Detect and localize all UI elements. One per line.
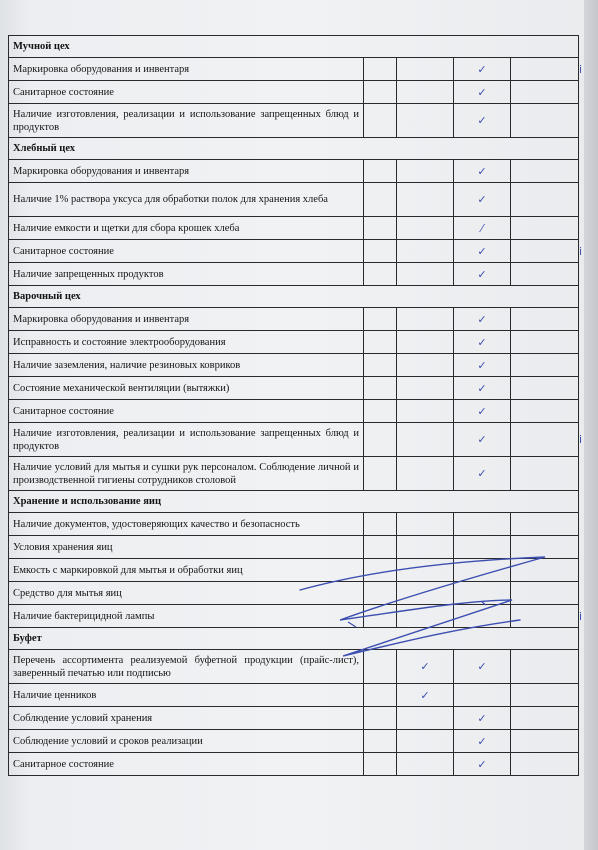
empty-cell [511, 582, 579, 605]
check-mark-cell: ✓ [454, 423, 511, 457]
table-row [9, 217, 579, 240]
empty-cell [364, 423, 397, 457]
criterion-text: Санитарное состояние [9, 753, 364, 776]
check-mark-cell: ✓ [454, 377, 511, 400]
criterion-text: Соблюдение условий хранения [9, 707, 364, 730]
empty-cell [364, 240, 397, 263]
empty-cell [397, 58, 454, 81]
criterion-text: Наличие изготовления, реализации и использование запрещенных блюд и продуктов [9, 423, 364, 457]
table-row [9, 183, 579, 217]
empty-cell [454, 605, 511, 628]
check-mark-cell: ✓ [397, 650, 454, 684]
empty-cell [364, 400, 397, 423]
empty-cell [397, 104, 454, 138]
check-mark-cell: ✓ [454, 400, 511, 423]
criterion-text: Наличие заземления, наличие резиновых ковриков [9, 354, 364, 377]
check-mark-cell: ✓ [454, 308, 511, 331]
empty-cell [511, 331, 579, 354]
empty-cell [364, 730, 397, 753]
table-row [9, 263, 579, 286]
check-mark-cell: ✓ [454, 240, 511, 263]
table-row [9, 582, 579, 605]
criterion-text: Санитарное состояние [9, 81, 364, 104]
section-header [9, 138, 579, 160]
empty-cell [511, 753, 579, 776]
check-mark-cell: ✓ [454, 730, 511, 753]
empty-cell [397, 513, 454, 536]
empty-cell [454, 582, 511, 605]
table-row [9, 650, 579, 684]
empty-cell [364, 605, 397, 628]
empty-cell [511, 160, 579, 183]
criterion-text: Емкость с маркировкой для мытья и обработки яиц [9, 559, 364, 582]
empty-cell [397, 559, 454, 582]
criterion-text: Санитарное состояние [9, 400, 364, 423]
empty-cell [511, 183, 579, 217]
empty-cell [511, 707, 579, 730]
table-row [9, 559, 579, 582]
section-title: Мучной цех [9, 36, 579, 58]
empty-cell [454, 684, 511, 707]
empty-cell [364, 217, 397, 240]
empty-cell [397, 240, 454, 263]
empty-cell [511, 650, 579, 684]
empty-cell [364, 559, 397, 582]
empty-cell [364, 354, 397, 377]
criterion-text: Наличие документов, удостоверяющих качество и безопасность [9, 513, 364, 536]
check-mark-cell: ✓ [454, 263, 511, 286]
empty-cell [397, 183, 454, 217]
empty-cell [511, 240, 579, 263]
empty-cell [454, 536, 511, 559]
empty-cell [511, 536, 579, 559]
empty-cell [397, 582, 454, 605]
check-mark-cell: ✓ [454, 707, 511, 730]
check-mark-cell: ✓ [454, 104, 511, 138]
table-row [9, 730, 579, 753]
inspection-checklist-table [8, 35, 579, 776]
criterion-text: Маркировка оборудования и инвентаря [9, 160, 364, 183]
section-title: Варочный цех [9, 286, 579, 308]
empty-cell [364, 81, 397, 104]
empty-cell [364, 104, 397, 138]
criterion-text: Средство для мытья яиц [9, 582, 364, 605]
empty-cell [454, 513, 511, 536]
empty-cell [364, 377, 397, 400]
empty-cell [364, 513, 397, 536]
empty-cell [364, 160, 397, 183]
table-row [9, 684, 579, 707]
empty-cell [364, 684, 397, 707]
check-mark-cell: ✓ [454, 58, 511, 81]
table-row [9, 308, 579, 331]
empty-cell [364, 183, 397, 217]
empty-cell [511, 58, 579, 81]
check-mark-cell: ✓ [454, 81, 511, 104]
criterion-text: Перечень ассортимента реализуемой буфетной продукции (прайс-лист), заверенный печатью или подписью [9, 650, 364, 684]
table-row [9, 160, 579, 183]
empty-cell [511, 354, 579, 377]
criterion-text: Наличие изготовления, реализации и использование запрещенных блюд и продуктов [9, 104, 364, 138]
criterion-text: Маркировка оборудования и инвентаря [9, 58, 364, 81]
check-mark-cell: ✓ [454, 457, 511, 491]
criterion-text: Состояние механической вентиляции (вытяжки) [9, 377, 364, 400]
table-row [9, 354, 579, 377]
criterion-text: Наличие емкости и щетки для сбора крошек хлеба [9, 217, 364, 240]
section-header [9, 491, 579, 513]
table-row [9, 605, 579, 628]
empty-cell [397, 354, 454, 377]
section-header [9, 286, 579, 308]
empty-cell [397, 377, 454, 400]
table-row [9, 240, 579, 263]
page-edge [584, 0, 598, 850]
empty-cell [397, 423, 454, 457]
empty-cell [364, 536, 397, 559]
table-row [9, 536, 579, 559]
empty-cell [364, 58, 397, 81]
table-row [9, 400, 579, 423]
check-mark-cell: ✓ [454, 354, 511, 377]
table-row [9, 707, 579, 730]
check-mark-cell: ✓ [397, 684, 454, 707]
section-title: Буфет [9, 628, 579, 650]
empty-cell [364, 308, 397, 331]
criterion-text: Наличие ценников [9, 684, 364, 707]
empty-cell [511, 377, 579, 400]
empty-cell [397, 331, 454, 354]
empty-cell [397, 263, 454, 286]
empty-cell [511, 457, 579, 491]
empty-cell [397, 400, 454, 423]
section-title: Хранение и использование яиц [9, 491, 579, 513]
table-row [9, 513, 579, 536]
empty-cell [397, 160, 454, 183]
section-header [9, 628, 579, 650]
check-mark-cell: ✓ [454, 160, 511, 183]
empty-cell [397, 605, 454, 628]
empty-cell [397, 217, 454, 240]
check-mark-cell: ✓ [454, 650, 511, 684]
empty-cell [511, 217, 579, 240]
table-row [9, 58, 579, 81]
empty-cell [511, 308, 579, 331]
empty-cell [397, 536, 454, 559]
empty-cell [511, 423, 579, 457]
empty-cell [364, 331, 397, 354]
section-header [9, 36, 579, 58]
empty-cell [511, 81, 579, 104]
criterion-text: Маркировка оборудования и инвентаря [9, 308, 364, 331]
empty-cell [397, 730, 454, 753]
empty-cell [397, 81, 454, 104]
empty-cell [364, 263, 397, 286]
criterion-text: Исправность и состояние электрооборудования [9, 331, 364, 354]
empty-cell [364, 753, 397, 776]
empty-cell [511, 730, 579, 753]
empty-cell [511, 605, 579, 628]
empty-cell [511, 559, 579, 582]
empty-cell [511, 104, 579, 138]
table-row [9, 81, 579, 104]
criterion-text: Наличие 1% раствора уксуса для обработки полок для хранения хлеба [9, 183, 364, 217]
criterion-text: Условия хранения яиц [9, 536, 364, 559]
table-row [9, 423, 579, 457]
table-row [9, 104, 579, 138]
empty-cell [364, 582, 397, 605]
check-mark-cell: ✓ [454, 331, 511, 354]
table-row [9, 331, 579, 354]
check-mark-cell: ⁄ [454, 217, 511, 240]
empty-cell [397, 308, 454, 331]
table-row [9, 753, 579, 776]
empty-cell [511, 263, 579, 286]
empty-cell [397, 707, 454, 730]
table-row [9, 377, 579, 400]
criterion-text: Наличие запрещенных продуктов [9, 263, 364, 286]
table-row [9, 457, 579, 491]
criterion-text: Санитарное состояние [9, 240, 364, 263]
empty-cell [397, 457, 454, 491]
empty-cell [364, 457, 397, 491]
empty-cell [364, 707, 397, 730]
check-mark-cell: ✓ [454, 183, 511, 217]
empty-cell [397, 753, 454, 776]
criterion-text: Наличие бактерицидной лампы [9, 605, 364, 628]
criterion-text: Наличие условий для мытья и сушки рук персоналом. Соблюдение личной и производственной гигиены сотрудников столовой [9, 457, 364, 491]
empty-cell [511, 513, 579, 536]
empty-cell [364, 650, 397, 684]
empty-cell [511, 684, 579, 707]
empty-cell [511, 400, 579, 423]
section-title: Хлебный цех [9, 138, 579, 160]
criterion-text: Соблюдение условий и сроков реализации [9, 730, 364, 753]
check-mark-cell: ✓ [454, 753, 511, 776]
empty-cell [454, 559, 511, 582]
